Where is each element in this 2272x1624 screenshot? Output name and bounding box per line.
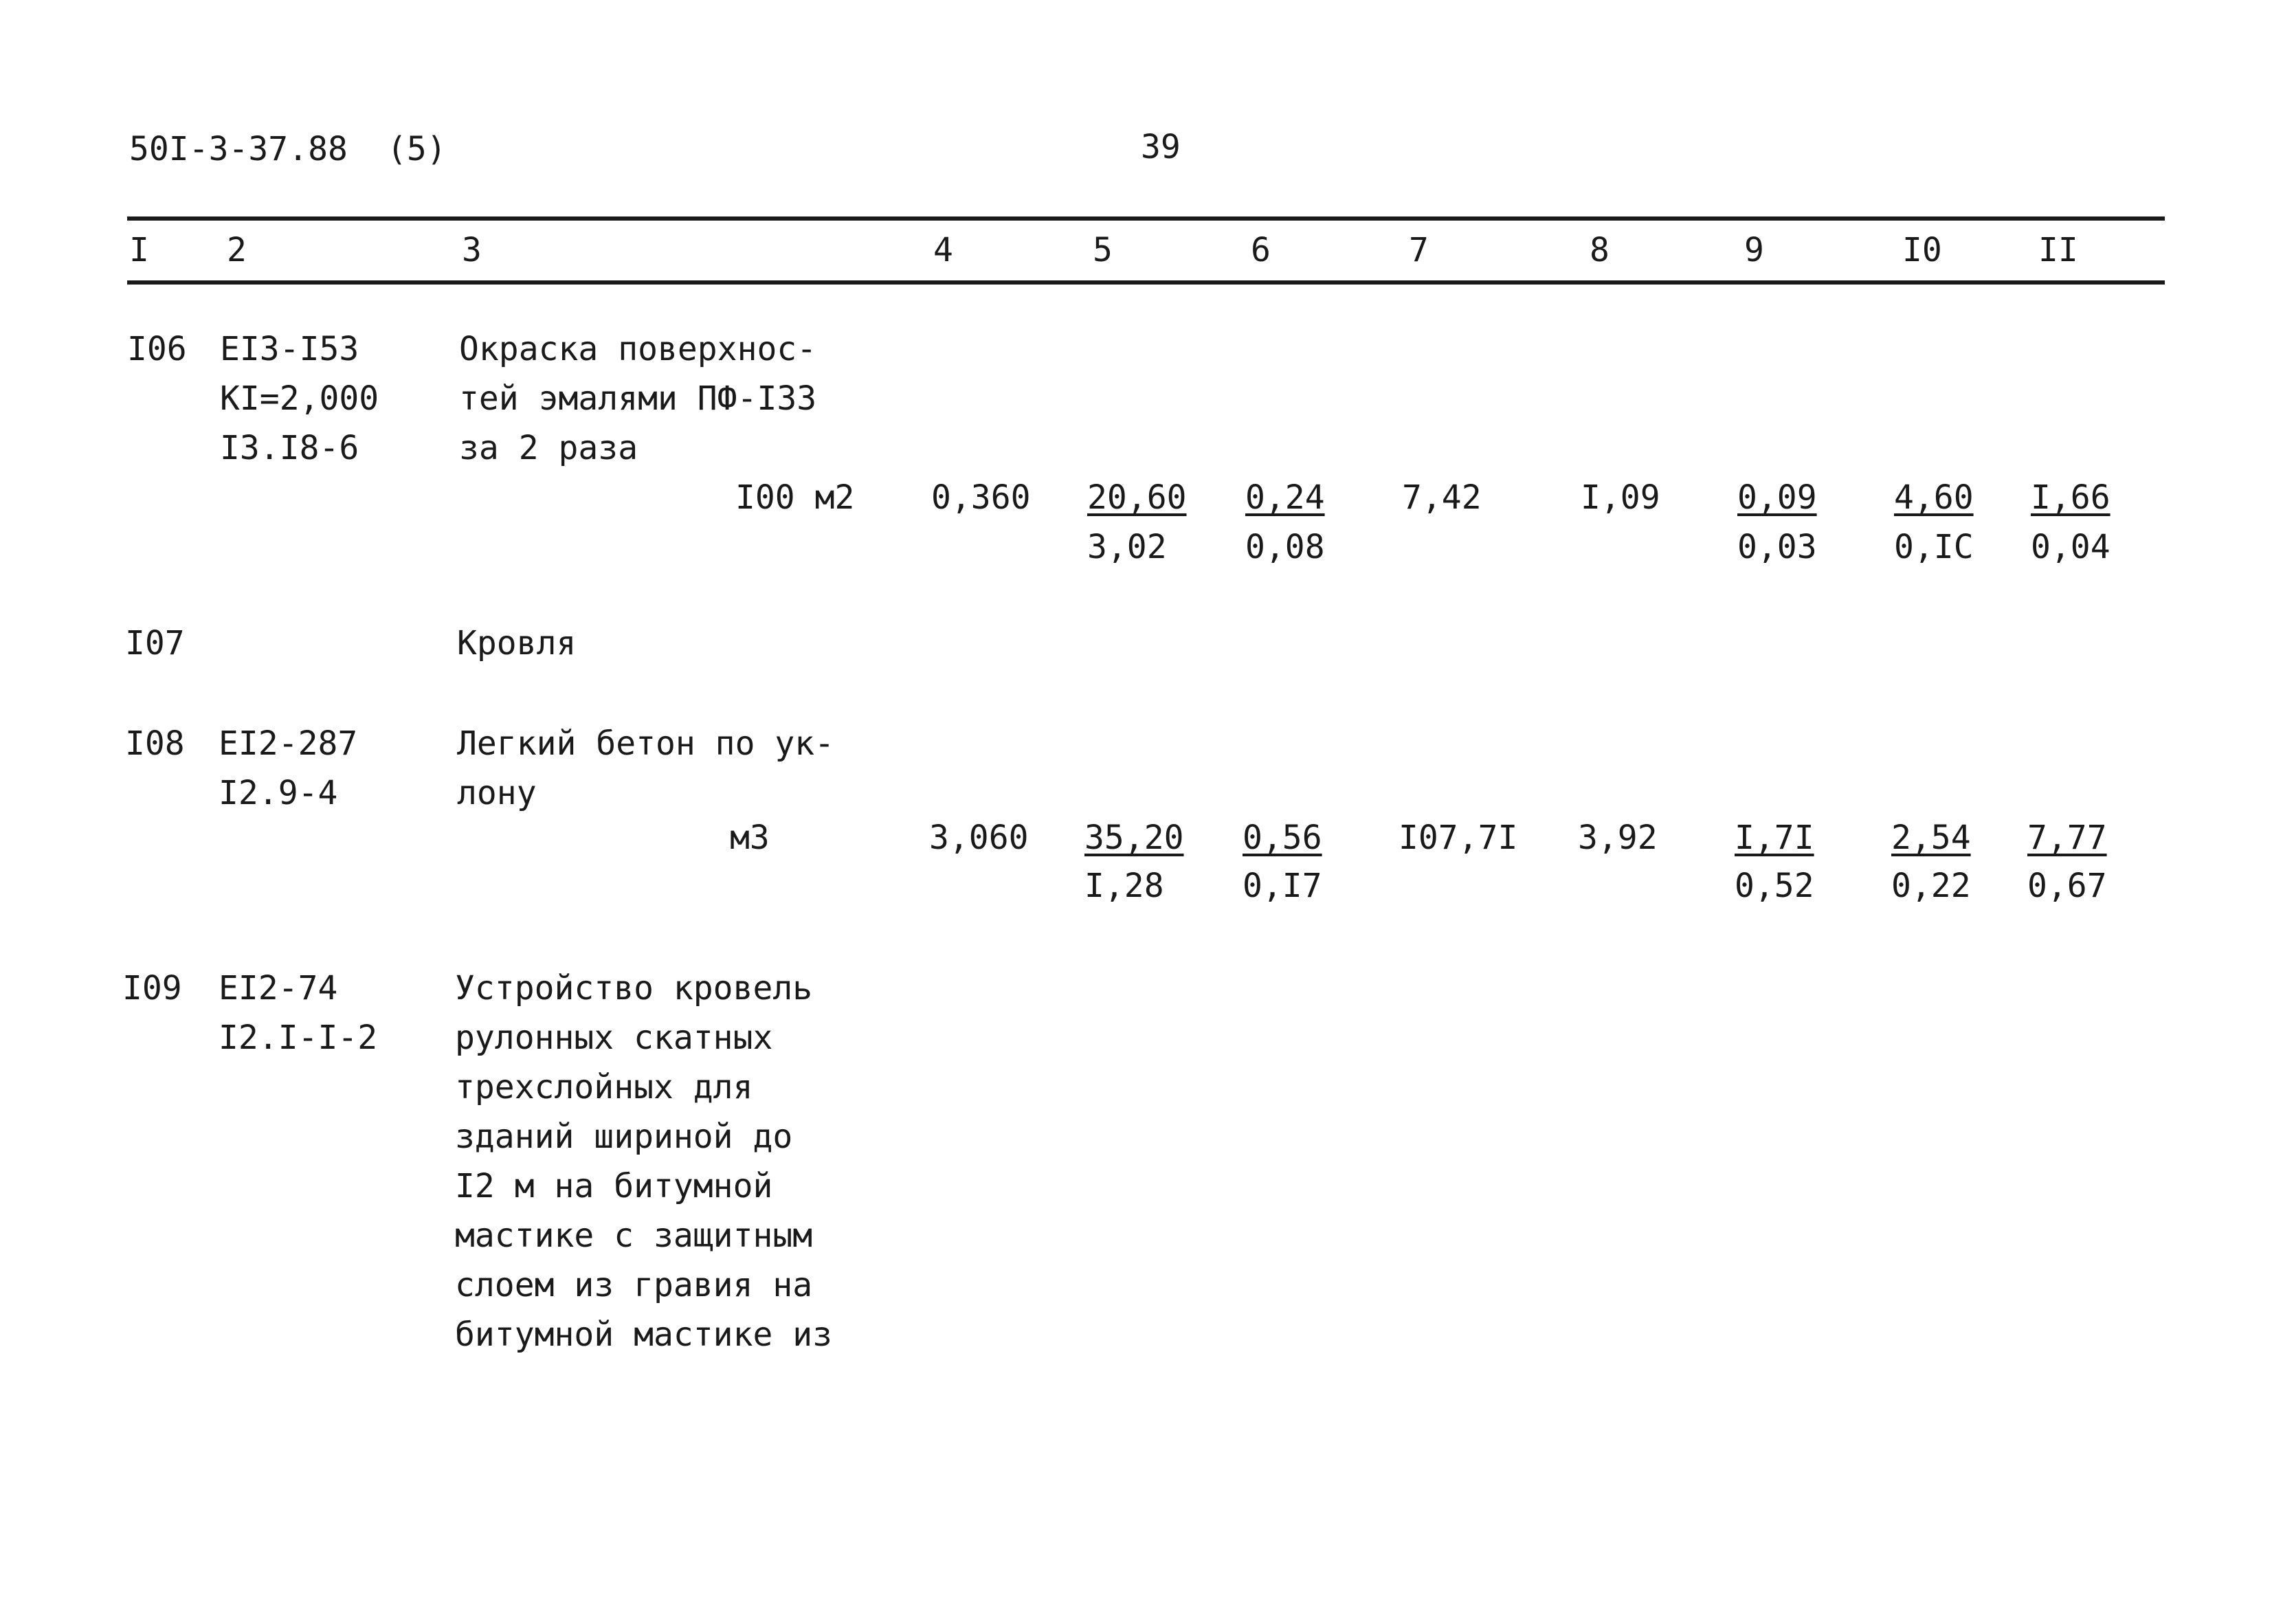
document-part: (5) [387,130,447,168]
row-code: КI=2,000 [220,379,379,418]
cost-total: 20,60 [1087,478,1187,517]
row-code: ЕI2-287 [219,724,358,763]
cost-machine-wages: 0,I7 [1243,867,1322,905]
col10-bottom: 0,22 [1891,867,1971,905]
cost-wages: 3,02 [1087,528,1167,566]
table-header-rule [127,280,2165,285]
row-code: I2.I-I-2 [219,1019,378,1057]
col7-value: I07,7I [1399,819,1518,857]
col-header: 5 [1093,231,1113,269]
row-description-line: битумной мастике из [455,1315,833,1354]
col10-bottom: 0,IC [1894,528,1974,566]
row-code: I2.9-4 [219,774,338,812]
col7-value: 7,42 [1402,478,1482,517]
col11-top: I,66 [2031,478,2110,517]
col8-value: I,09 [1581,478,1660,517]
col-header: 3 [462,231,482,269]
col10-top: 2,54 [1891,819,1971,857]
row-unit: I00 м2 [735,478,855,517]
row-description-line: мастике с защитным [455,1216,813,1255]
col11-top: 7,77 [2027,819,2107,857]
row-description-line: тей эмалями ПФ-I33 [459,379,817,418]
row-code: ЕI2-74 [219,969,338,1008]
col-header: 9 [1744,231,1764,269]
row-quantity: 3,060 [929,819,1029,857]
row-number: I07 [125,624,185,663]
document-code: 50I-3-37.88 [129,130,348,168]
row-number: I09 [122,969,182,1008]
col-header: 7 [1409,231,1429,269]
col9-top: 0,09 [1737,478,1817,517]
col11-bottom: 0,04 [2031,528,2110,566]
col-header: 8 [1590,231,1610,269]
col9-bottom: 0,03 [1737,528,1817,566]
col10-top: 4,60 [1894,478,1974,517]
section-title: Кровля [457,624,577,663]
cost-total: 35,20 [1084,819,1184,857]
col-header: II [2038,231,2078,269]
cost-machines: 0,24 [1245,478,1325,517]
row-number: I08 [125,724,185,763]
page-number: 39 [1141,128,1181,166]
row-code: I3.I8-6 [220,429,359,467]
col11-bottom: 0,67 [2027,867,2107,905]
row-unit: м3 [730,819,770,857]
row-number: I06 [127,330,187,368]
cost-wages: I,28 [1084,867,1164,905]
col-header: 4 [933,231,953,269]
row-description-line: I2 м на битумной [455,1167,773,1205]
col-header: I0 [1902,231,1942,269]
row-description-line: трехслойных для [455,1068,753,1106]
row-description-line: лону [457,774,537,812]
row-description-line: за 2 раза [459,429,638,467]
row-description-line: рулонных скатных [455,1019,773,1057]
cost-machines: 0,56 [1243,819,1322,857]
row-description-line: Окраска поверхнос- [459,330,817,368]
cost-machine-wages: 0,08 [1245,528,1325,566]
col-header: I [129,231,149,269]
row-code: ЕI3-I53 [220,330,359,368]
col-header: 6 [1251,231,1271,269]
col-header: 2 [227,231,247,269]
row-description-line: слоем из гравия на [455,1266,813,1304]
row-description-line: Легкий бетон по ук- [457,724,835,763]
row-quantity: 0,360 [931,478,1031,517]
col9-top: I,7I [1735,819,1814,857]
row-description-line: Устройство кровель [455,969,813,1008]
row-description-line: зданий шириной до [455,1117,793,1156]
col8-value: 3,92 [1578,819,1658,857]
col9-bottom: 0,52 [1735,867,1814,905]
table-top-rule [127,216,2165,221]
